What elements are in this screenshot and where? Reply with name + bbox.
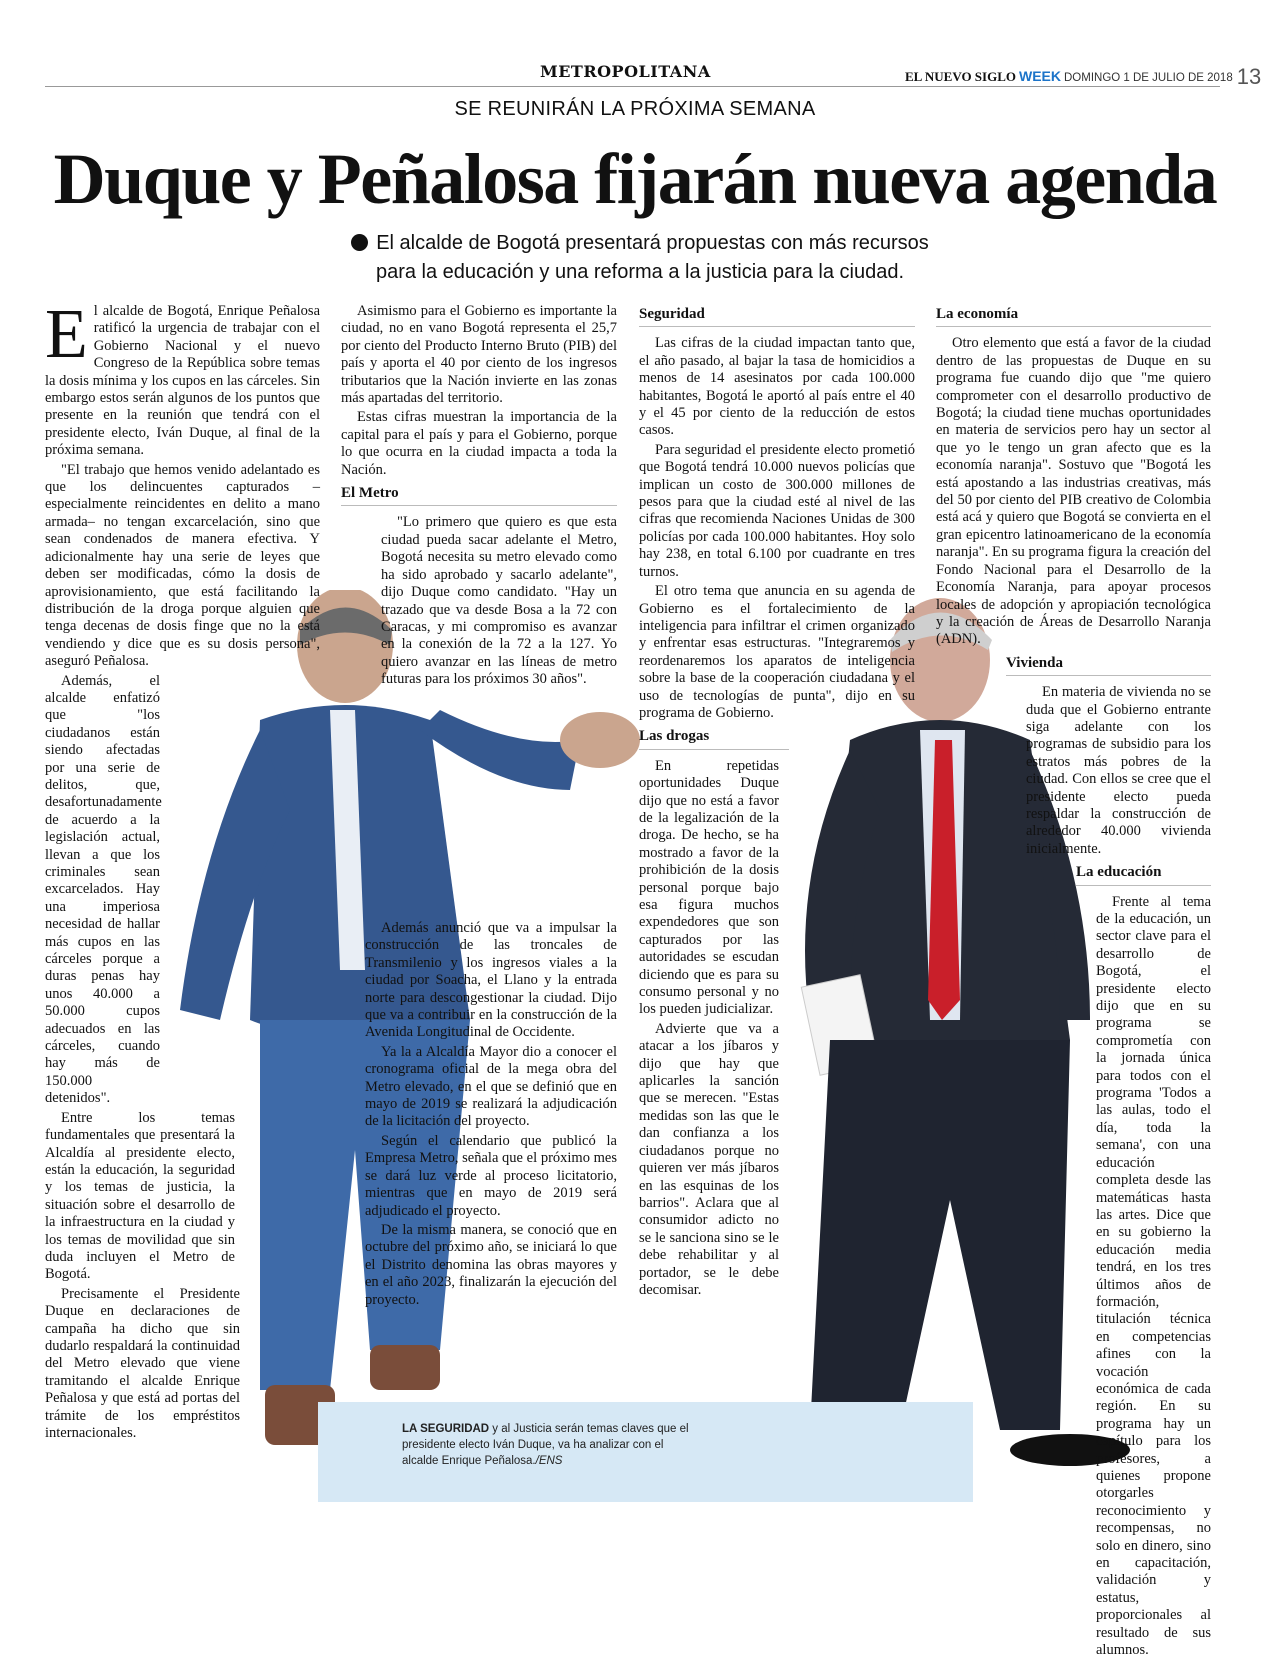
subheading-metro: El Metro xyxy=(341,485,617,506)
column-4 xyxy=(936,300,1211,1661)
subheading-economia: La economía xyxy=(936,306,1211,327)
header-rule xyxy=(45,86,1220,87)
col3-paragraph-1: Las cifras de la ciudad impactan tanto que, el año pasado, al bajar la tasa de homicidios a menos de 14 asesinatos por cada 100.000 habitantes, Bogotá le aportó al país entre el 40 y el 45 por ciento de la reducción de estos casos. xyxy=(639,335,915,439)
brand-week: WEEK xyxy=(1019,68,1061,84)
headline: Duque y Peñalosa fijarán nueva agenda xyxy=(53,139,1217,219)
col2-paragraph-4: Además anunció que va a impulsar la construcción de las troncales de Transmilenio y los ingresos viales a la ciudad por Soacha, el Llano y la entrada norte para descongestionar la ciudad. Dijo que va a contribuir en la construcción de la Avenida Longitudinal de Occidente. xyxy=(365,920,617,1041)
subheading-seguridad: Seguridad xyxy=(639,306,915,327)
col3-paragraph-3: El otro tema que anuncia en su agenda de Gobierno es el fortalecimiento de la inteligencia para infiltrar el crimen organizado y enfrentar esas estructuras. "Integraremos y reordenaremos los aparatos de inteligencia sobre la base de la cooperación ciudadana y el uso de tecnologías de punta", dijo en su programa de Gobierno. xyxy=(639,583,915,721)
caption-credit: /ENS xyxy=(535,1455,563,1467)
brand-name: EL NUEVO SIGLO xyxy=(905,69,1016,84)
col1-paragraph-5: Precisamente el Presidente Duque en declaraciones de campaña ha dicho que sin dudarlo respaldará la continuidad del Metro elevado que viene tramitando el alcalde Enrique Peñalosa y que está ad portas del trámite de los empréstitos internacionales. xyxy=(45,1285,240,1441)
col2-paragraph-7: De la misma manera, se conoció que en octubre del próximo año, se iniciará lo que el Distrito denomina las obras mayores y en el año 2023, finalizarán la ejecución del proyecto. xyxy=(365,1221,617,1308)
column-2-lower xyxy=(365,920,617,1311)
column-2 xyxy=(341,303,617,691)
caption-text: y al Justicia serán temas claves que el presidente electo Iván Duque, va ha analizar con el alcalde Enrique Peñalosa. xyxy=(402,1423,689,1467)
subheading-drogas: Las drogas xyxy=(639,728,789,749)
col1-paragraph-4: Entre los temas fundamentales que presentará la Alcaldía al presidente electo, están la educación, la seguridad y los temas de justicia, la situación sobre el desarrollo de la infraestructura en la ciudad y los temas de movilidad que sin duda incluyen el Metro de Bogotá. xyxy=(45,1109,235,1283)
col2-paragraph-1: Asimismo para el Gobierno es importante la ciudad, no en vano Bogotá representa el 25,7 por ciento del Producto Interno Bruto (PIB) del país y aporta el 40 por ciento de los ingresos tributarios que la Nación invierte en las zonas más apartadas del territorio. xyxy=(341,303,617,407)
col4-paragraph-3: Frente al tema de la educación, un sector clave para el desarrollo de Bogotá, el presidente electo dijo que en su programa se comprometía con la jornada única para todos con el programa 'Todos a las aulas, todo el día, toda la semana', con una educación completa desde las matemáticas hasta las artes. Dice que en su gobierno la educación media tendrá, en los tres últimos años de formación, titulación técnica en competencias afines con la vocación económica de cada región. En su programa hay un capítulo para los profesores, a quienes propone otorgarles reconocimiento y recompensas, no solo en dinero, sino en capacitación, validación y estatus, proporcionales al resultado de sus alumnos. xyxy=(1096,893,1211,1659)
col2-paragraph-3: "Lo primero que quiero es que esta ciudad pueda sacar adelante el Metro, Bogotá necesita su metro elevado como ha sido aprobado y sacarlo adelante", dijo Duque como candidato. "Hay un trazado que va desde Bosa a la 72 con Caracas, y mi compromiso es avanzar en la conexión de la 72 a la 127. Yo quiero avanzar en las líneas de metro futuras para los próximos 30 años". xyxy=(381,514,617,688)
col2-paragraph-5: Ya la a Alcaldía Mayor dio a conocer el cronograma oficial de la mega obra del Metro elevado, en el que se definió que en mayo de 2019 se realizará la adjudicación de la licitación del proyecto. xyxy=(365,1043,617,1130)
bullet-icon xyxy=(351,234,368,251)
issue-date: DOMINGO 1 DE JULIO DE 2018 xyxy=(1064,72,1233,84)
col4-paragraph-2: En materia de vivienda no se duda que el Gobierno entrante siga adelante con los programas de subsidio para los estratos más pobres de la ciudad. Con ellos se cree que el presidente electo pueda respaldar la construcción de alrededor 40.000 vivienda inicialmente. xyxy=(1026,684,1211,857)
subheading-vivienda: Vivienda xyxy=(1006,655,1211,676)
col3-paragraph-4: En repetidas oportunidades Duque dijo que no está a favor de la legalización de la droga. De hecho, se ha mostrado a favor de la prohibición de la dosis personal porque bajo esa figura muchos expendedores que son capturados por las autoridades se escudan diciendo que es para su consumo personal y no los pueden judicializar. xyxy=(639,757,779,1018)
subhead xyxy=(330,229,950,287)
col3-paragraph-5: Advierte que va a atacar a los jíbaros y dijo que hay que aplicarles la sanción que se merecen. "Estas medidas son las que le dan confianza a los ciudadanos porque no quieren ver más jíbaros en las esquinas de los barrios". Aclara que al consumidor adicto no se le sanciona sino se le debe rehabilitar y al portador, se le debe decomisar. xyxy=(639,1020,779,1298)
col1-paragraph-2: "El trabajo que hemos venido adelantado es que los delincuentes capturados – especialmente reincidentes en delito a mano armada– no tengan excarcelación, sino que sean condenados de manera efectiva. Y adicionalmente hay una serie de leyes que deben ser modificadas, cómo la dosis de aprovisionamiento, que está facilitando la distribución de la droga porque alguien que tenga decenas de dosis finge que no la está vendiendo y dice que es su dosis persona", aseguró Peñalosa. xyxy=(45,461,320,670)
photo-caption xyxy=(402,1421,702,1469)
column-1 xyxy=(45,296,320,1444)
column-3 xyxy=(639,300,915,1301)
section-label: METROPOLITANA xyxy=(540,62,711,81)
caption-lead: LA SEGURIDAD xyxy=(402,1423,490,1435)
col2-paragraph-2: Estas cifras muestran la importancia de la capital para el país y para el Gobierno, porque lo que ocurra en la ciudad impacta a toda la Nación. xyxy=(341,409,617,478)
subhead-text: El alcalde de Bogotá presentará propuestas con más recursos para la educación y una reforma a la justicia para la ciudad. xyxy=(375,232,929,283)
col1-paragraph-1: El alcalde de Bogotá, Enrique Peñalosa ratificó la urgencia de trabajar con el Gobierno Nacional y el nuevo Congreso de la República sobre temas la dosis mínima y los cupos en las cárceles. Sin embargo estos serán algunos de los puntos que presente en la reunión que tendrá con el presidente electo, Iván Duque, al final de la próxima semana. xyxy=(45,296,320,459)
col3-paragraph-2: Para seguridad el presidente electo prometió que Bogotá tendrá 10.000 nuevos policías que implican un costo de 300.000 millones de pesos para que la ciudad esté al nivel de las cifras que recomienda Naciones Unidas de 300 policías por cada 100.000 habitantes. Hoy solo hay 238, en total 6.100 por cuadrante en tres turnos. xyxy=(639,441,915,580)
col4-paragraph-1: Otro elemento que está a favor de la ciudad dentro de las propuestas de Duque en su programa fue cuando dijo que "me quiero comprometer con el desarrollo productivo de Bogotá; la ciudad tiene muchas oportunidades en materia de servicios pero hay un sector al que yo le tengo un gran afecto que es la economía naranja". Sostuvo que "Bogotá les está apostando a las industrias creativas, más del 50 por ciento del PIB creativo de Colombia está acá y quiero que Bogotá se convierta en el gran epicentro latinoamericano de la economía naranja". En su programa figura la creación del Fondo Nacional para el Desarrollo de la Economía Naranja, para apoyar procesos locales de adopción y apropiación tecnológica y la creación de Áreas de Desarrollo Naranja (ADN). xyxy=(936,335,1211,648)
drop-cap: E xyxy=(45,296,88,373)
page-number: 13 xyxy=(1236,64,1262,89)
subheading-educacion: La educación xyxy=(1076,864,1211,885)
col1-paragraph-3: Además, el alcalde enfatizó que "los ciudadanos están siendo afectadas por una serie de delitos, que, desafortunadamente de acuerdo a la legislación actual, llevan a que los criminales sean excarcelados. Hay una imperiosa necesidad de hallar más cupos en las cárceles porque a duras penas hay unos 40.000 a 50.000 cupos adecuados en las cárceles, cuando hay más de 150.000 detenidos". xyxy=(45,672,162,1107)
kicker: SE REUNIRÁN LA PRÓXIMA SEMANA xyxy=(454,98,816,120)
col2-paragraph-6: Según el calendario que publicó la Empresa Metro, señala que el próximo mes se dará luz verde al proceso licitatorio, mientras que en mayo de 2019 será adjudicado el proyecto. xyxy=(365,1132,617,1219)
